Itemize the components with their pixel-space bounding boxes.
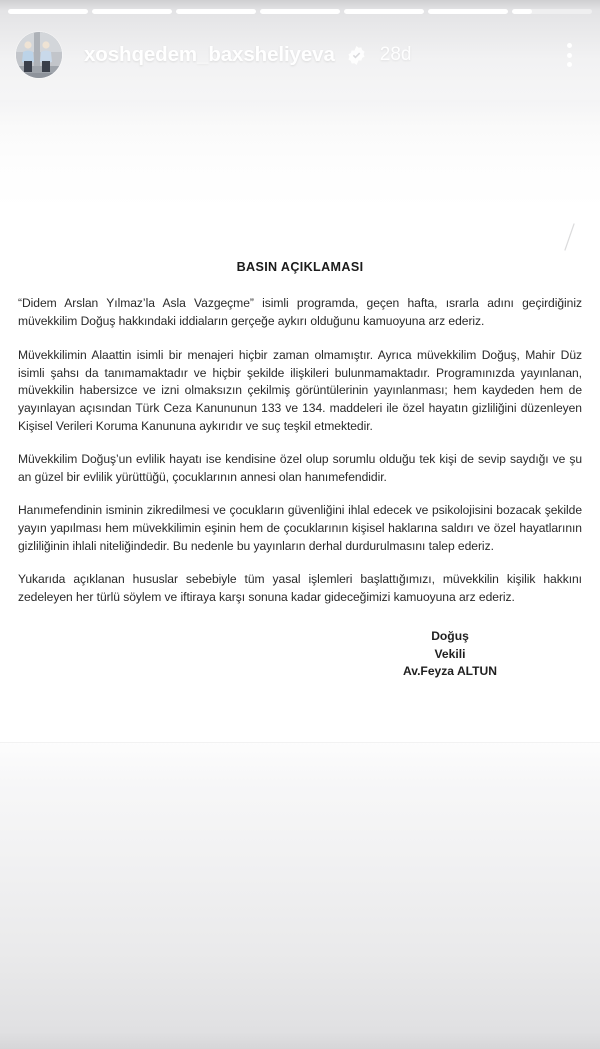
story-progress-segment-active[interactable] [512, 9, 592, 14]
story-progress-segment[interactable] [260, 9, 340, 14]
story-username[interactable]: xoshqedem_baxsheliyeva [84, 43, 335, 66]
story-progress-segment[interactable] [8, 9, 88, 14]
more-options-icon[interactable] [556, 39, 582, 71]
signature-block [18, 628, 582, 680]
story-progress-bar [8, 9, 592, 14]
press-release-document [0, 100, 600, 742]
story-timestamp: 28d [379, 44, 412, 65]
document-title: BASIN AÇIKLAMASI [236, 260, 364, 274]
signature-role: Vekili [434, 646, 466, 661]
document-paragraph: “Didem Arslan Yılmaz’la Asla Vazgeçme” isimli programda, geçen hafta, ısrarla adını geçirdiğiniz müvekkilim Doğuş hakkındaki iddiaların gerçeğe aykırı olduğunu kamuoyuna arz ederiz. [18, 296, 582, 328]
document-paragraph: Müvekkilim Doğuş’un evlilik hayatı ise kendisine özel olup sorumlu olduğu tek kişi de sevip saydığı ve şu an güzel bir evlilik yürüttüğü, çocuklarının annesi olan hanımefendidir. [18, 452, 582, 484]
document-paragraph: Müvekkilimin Alaattin isimli bir menajeri hiçbir zaman olmamıştır. Ayrıca müvekkilim Doğuş, Mahir Düz isimli şahsı da tanımamaktadır ve hiçbir şekilde ilişkileri bulunmamaktadır. Programınızda yayınlanan, müvekkilin habersizce ve izni olmaksızın çekilmiş görüntülerinin yayınlanması; hem kaydeden hem de yayınlayan açısından Türk Ceza Kanununun 133 ve 134. maddeleri ile özel hayatın gizliliğini düzenleyen Kişisel Verileri Koruma Kanununa aykırıdır ve suç teşkil etmektedir. [18, 348, 582, 433]
story-header [0, 27, 600, 83]
signature-name: Doğuş [431, 629, 469, 644]
signature-attorney: Av.Feyza ALTUN [402, 664, 498, 679]
story-progress-segment[interactable] [92, 9, 172, 14]
story-progress-segment[interactable] [428, 9, 508, 14]
story-progress-segment[interactable] [344, 9, 424, 14]
avatar[interactable] [16, 32, 62, 78]
document-paragraph: Yukarıda açıklanan hususlar sebebiyle tüm yasal işlemleri başlattığımızı, müvekkilin kişilik hakkını zedeleyen her türlü söylem ve iftiraya karşı sonuna kadar gideceğimizi kamuoyuna arz ederiz. [18, 572, 582, 604]
document-body [18, 274, 582, 681]
story-background-lower [0, 742, 600, 1049]
verified-badge-icon [346, 45, 367, 66]
document-paragraph: Hanımefendinin isminin zikredilmesi ve çocukların güvenliğini ihlal edecek ve psikolojisini bozacak şekilde yayın yapılması hem müvekkilimin eşinin hem de çocuklarının kişisel haklarına saldırı ve özel hayatlarının gizliliğinin ihlali niteliğindedir. Bu nedenle bu yayınların derhal durdurulmasını talep ederiz. [18, 503, 582, 553]
story-progress-segment[interactable] [176, 9, 256, 14]
